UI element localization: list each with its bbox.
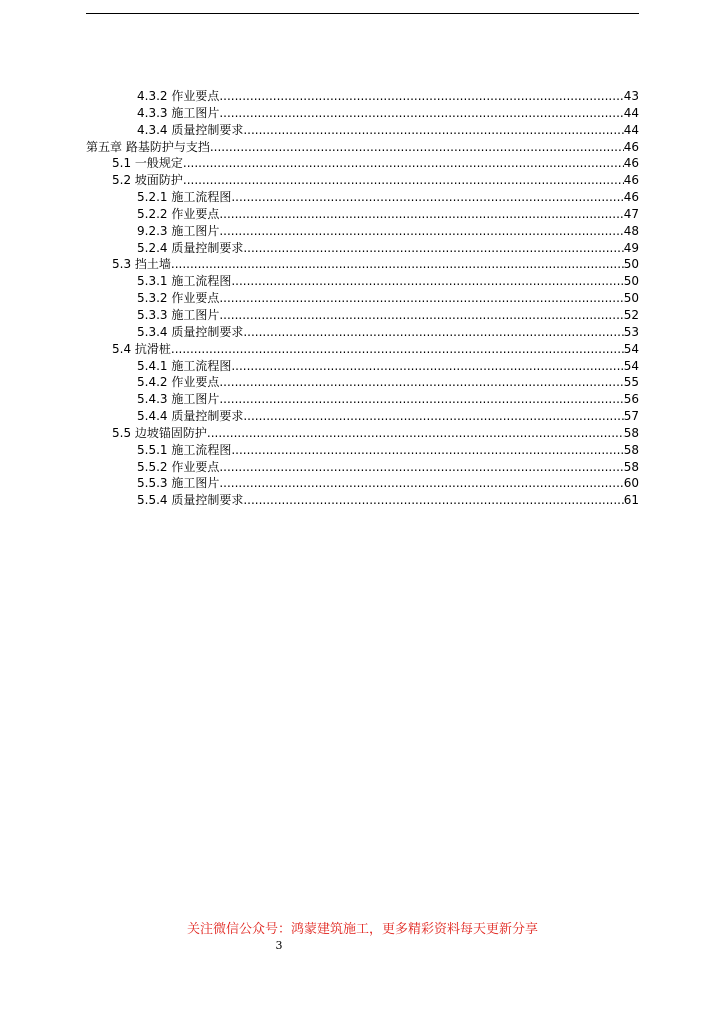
toc-dot-leader <box>243 240 623 257</box>
toc-entry-page: 54 <box>623 358 639 373</box>
toc-entry-title: 5.5.2 作业要点 <box>137 459 220 474</box>
toc-entry[interactable] <box>86 475 639 492</box>
toc-entry[interactable] <box>86 223 639 240</box>
toc-dot-leader <box>171 341 624 358</box>
toc-entry[interactable] <box>86 105 639 122</box>
toc-entry-page: 47 <box>623 206 639 221</box>
toc-dot-leader <box>210 139 624 156</box>
toc-entry[interactable] <box>86 122 639 139</box>
toc-dot-leader <box>219 223 623 240</box>
toc-entry[interactable] <box>86 459 639 476</box>
toc-entry[interactable] <box>86 240 639 257</box>
toc-entry-title: 5.3.1 施工流程图 <box>137 274 232 289</box>
toc-entry-title: 5.1 一般规定 <box>112 156 183 171</box>
toc-entry[interactable] <box>86 341 639 358</box>
toc-dot-leader <box>243 492 623 509</box>
toc-entry-page: 54 <box>623 341 639 356</box>
toc-entry-title: 5.3.3 施工图片 <box>137 307 220 322</box>
toc-entry-page: 46 <box>623 139 639 154</box>
toc-entry[interactable] <box>86 206 639 223</box>
toc-entry-page: 46 <box>623 156 639 171</box>
toc-entry[interactable] <box>86 374 639 391</box>
toc-entry-title: 9.2.3 施工图片 <box>137 223 220 238</box>
toc-entry-title: 5.4 抗滑桩 <box>112 341 171 356</box>
toc-entry[interactable] <box>86 172 639 189</box>
toc-entry-page: 44 <box>623 122 639 137</box>
toc-entry-title: 5.4.4 质量控制要求 <box>137 409 244 424</box>
toc-entry[interactable] <box>86 256 639 273</box>
toc-entry-page: 52 <box>623 307 639 322</box>
toc-entry[interactable] <box>86 155 639 172</box>
toc-dot-leader <box>219 459 623 476</box>
toc-entry-page: 44 <box>623 105 639 120</box>
toc-entry[interactable] <box>86 189 639 206</box>
toc-entry-title: 5.5.4 质量控制要求 <box>137 493 244 508</box>
toc-entry-title: 4.3.3 施工图片 <box>137 105 220 120</box>
toc-entry-page: 58 <box>623 442 639 457</box>
toc-entry-title: 5.3.4 质量控制要求 <box>137 324 244 339</box>
toc-dot-leader <box>219 105 623 122</box>
toc-entry[interactable] <box>86 290 639 307</box>
toc-entry[interactable] <box>86 307 639 324</box>
toc-dot-leader <box>231 273 623 290</box>
toc-dot-leader <box>219 206 623 223</box>
toc-entry-page: 49 <box>623 240 639 255</box>
page-number: 3 <box>275 939 283 952</box>
toc-entry-page: 55 <box>623 375 639 390</box>
toc-entry-title: 5.2.1 施工流程图 <box>137 190 232 205</box>
toc-entry-page: 60 <box>623 476 639 491</box>
toc-dot-leader <box>219 374 623 391</box>
toc-entry-page: 58 <box>623 459 639 474</box>
toc-entry[interactable] <box>86 408 639 425</box>
toc-entry[interactable] <box>86 442 639 459</box>
toc-dot-leader <box>183 155 624 172</box>
toc-dot-leader <box>219 391 623 408</box>
toc-entry[interactable] <box>86 391 639 408</box>
toc-dot-leader <box>231 358 623 375</box>
toc-entry-page: 58 <box>623 425 639 440</box>
toc-entry-title: 5.4.2 作业要点 <box>137 375 220 390</box>
toc-entry[interactable] <box>86 425 639 442</box>
toc-entry[interactable] <box>86 358 639 375</box>
toc-entry-page: 50 <box>623 291 639 306</box>
toc-entry-title: 5.2 坡面防护 <box>112 173 183 188</box>
toc-dot-leader <box>207 425 624 442</box>
toc-dot-leader <box>243 408 623 425</box>
toc-dot-leader <box>243 122 623 139</box>
toc-entry-page: 50 <box>623 274 639 289</box>
toc-entry-page: 46 <box>623 190 639 205</box>
toc-entry[interactable] <box>86 324 639 341</box>
toc-dot-leader <box>231 189 623 206</box>
toc-dot-leader <box>183 172 624 189</box>
toc-entry[interactable] <box>86 492 639 509</box>
toc-entry-title: 5.3.2 作业要点 <box>137 291 220 306</box>
toc-entry-page: 43 <box>623 89 639 103</box>
toc-dot-leader <box>171 256 624 273</box>
toc-entry[interactable] <box>86 139 639 156</box>
toc-entry-page: 57 <box>623 409 639 424</box>
toc-entry-page: 53 <box>623 324 639 339</box>
toc-entry-title: 4.3.4 质量控制要求 <box>137 122 244 137</box>
toc-entry-page: 61 <box>623 493 639 508</box>
toc-entry-page: 50 <box>623 257 639 272</box>
toc-dot-leader <box>231 442 623 459</box>
toc-entry-title: 第五章 路基防护与支挡 <box>86 139 210 154</box>
header-rule <box>86 13 639 14</box>
toc-entry-title: 4.3.2 作业要点 <box>137 89 220 103</box>
toc-entry-title: 5.5.3 施工图片 <box>137 476 220 491</box>
toc-entry-title: 5.4.3 施工图片 <box>137 392 220 407</box>
toc-entry[interactable] <box>86 88 639 105</box>
toc-entry-page: 46 <box>623 173 639 188</box>
toc-entry-title: 5.4.1 施工流程图 <box>137 358 232 373</box>
toc-entry-page: 48 <box>623 223 639 238</box>
toc-dot-leader <box>219 475 623 492</box>
toc-entry-title: 5.5.1 施工流程图 <box>137 442 232 457</box>
toc-dot-leader <box>243 324 623 341</box>
toc-dot-leader <box>219 88 623 105</box>
table-of-contents <box>86 88 639 509</box>
toc-entry-title: 5.2.2 作业要点 <box>137 206 220 221</box>
toc-entry-title: 5.5 边坡锚固防护 <box>112 425 207 440</box>
toc-entry[interactable] <box>86 273 639 290</box>
footer-promo-note: 关注微信公众号：鸿蒙建筑施工，更多精彩资料每天更新分享 <box>186 922 538 937</box>
toc-dot-leader <box>219 307 623 324</box>
toc-entry-title: 5.3 挡土墙 <box>112 257 171 272</box>
toc-entry-title: 5.2.4 质量控制要求 <box>137 240 244 255</box>
toc-entry-page: 56 <box>623 392 639 407</box>
toc-dot-leader <box>219 290 623 307</box>
